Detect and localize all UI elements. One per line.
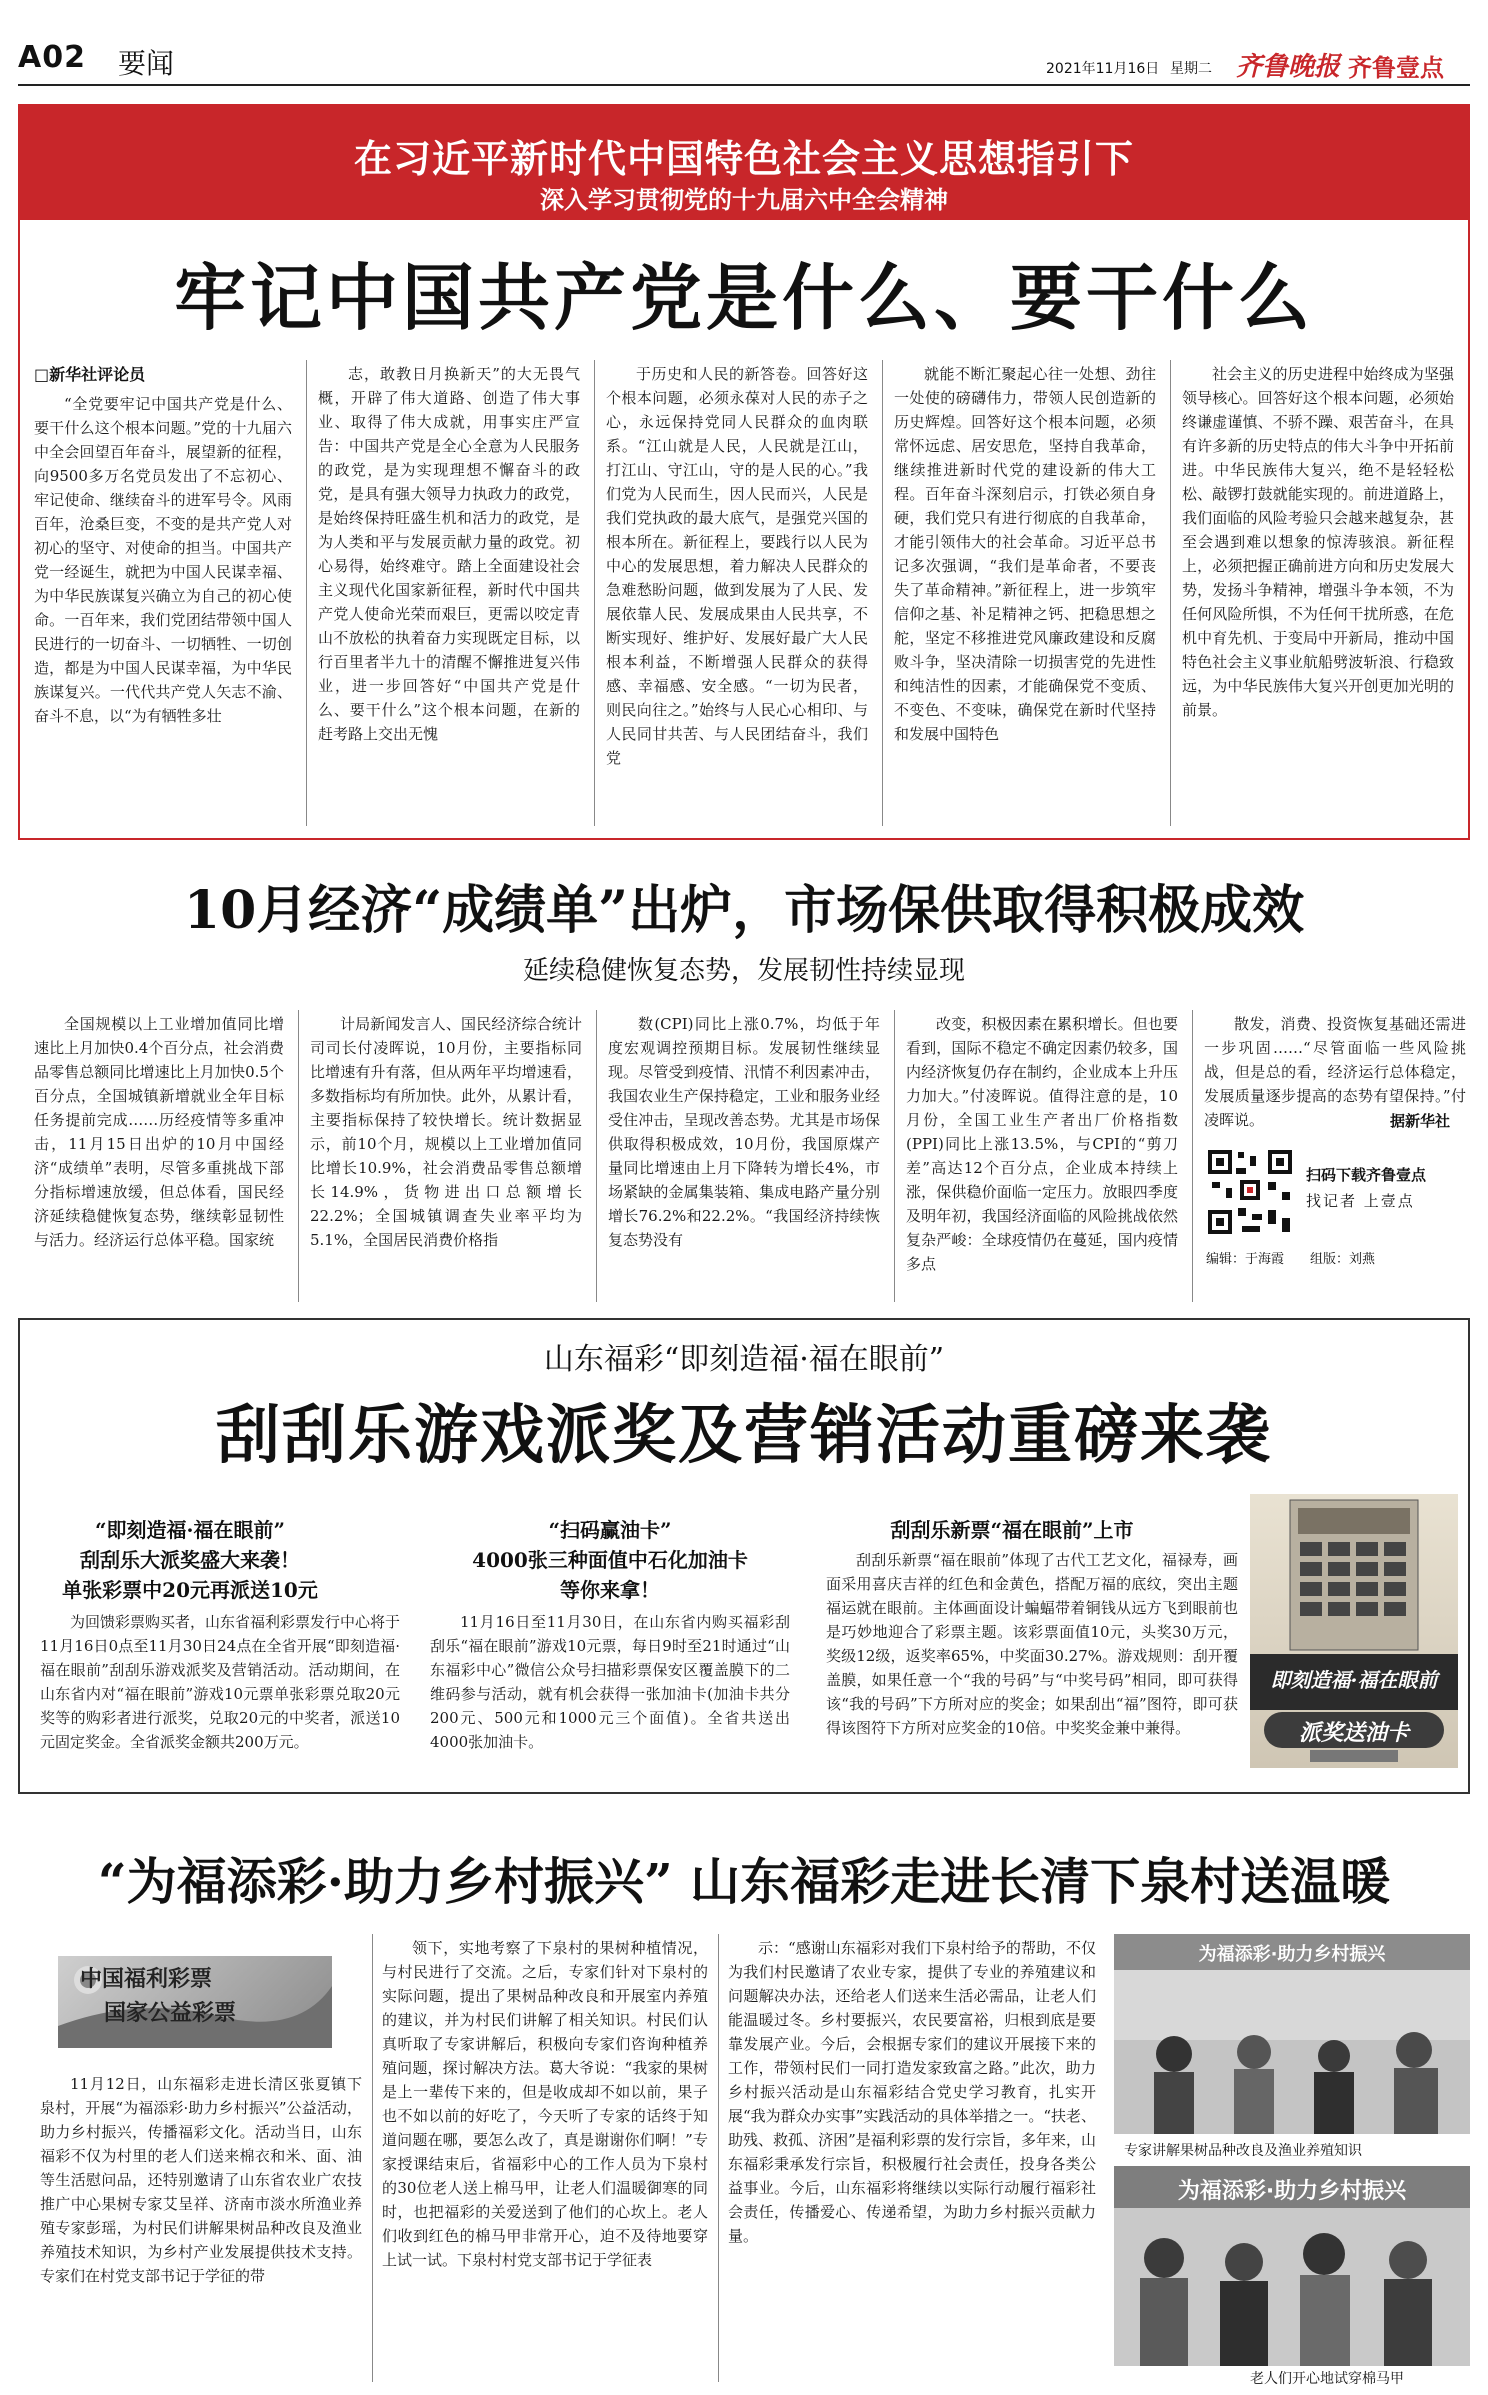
issue-date: 2021年11月16日: [1046, 61, 1160, 77]
logo-line1: 中国福利彩票: [80, 1967, 213, 1992]
article2-col2: 计局新闻发言人、国民经济综合统计司司长付凌晖说，10月份，主要指标同比增速有升有落，但从两年平均增速看，多数指标均有所加快。此外，从累计看，主要指标保持了较快增长。统计数据显示，前10个月，规模以上工业增加值同比增长10.9%，社会消费品零售总额增长14.9%，货物进出口总额增长22.2%；全国城镇调查失业率平均为5.1%，全国居民消费价格指: [310, 1015, 582, 1249]
layout-credit: 组版：刘燕: [1310, 1252, 1376, 1267]
qr-title: 扫码下载齐鲁壹点: [1306, 1166, 1427, 1184]
qr-code[interactable]: [1206, 1148, 1294, 1236]
article3-col2: 领下，实地考察了下泉村的果树种植情况，与村民进行了交流。之后，专家们针对下泉村的实际问题，提出了果树品种改良和开展室内养殖的建议，并为村民们讲解了相关知识。村民们认真听取了专家讲解后，积极向专家们咨询种植养殖问题，探讨解决方法。葛大爷说：“我家的果树是上一辈传下来的，但是收成却不如以前，果子也不如以前的好吃了，今天听了专家的话终于知道问题在哪，要怎么改了，真是谢谢你们啊！”专家授课结束后，省福彩中心的工作人员为下泉村的30位老人送上棉马甲，让老人们温暖御寒的同时，也把福彩的关爱送到了他们的心坎上。老人们收到红色的棉马甲非常开心，迫不及待地要穿上试一试。下泉村村党支部书记于学征表: [382, 1939, 708, 2269]
photo1-banner: 为福添彩·助力乡村振兴: [1198, 1944, 1386, 1965]
ad1-col2: 11月16日至11月30日，在山东省内购买福彩刮刮乐“福在眼前”游戏10元票，每日9时至21时通过“山东福彩中心”微信公众号扫描彩票保安区覆盖膜下的二维码参与活动，就有机会获得一张加油卡(加油卡共分200元、500元和1000元三个面值)。全省共送出4000张加油卡。: [430, 1613, 790, 1751]
welfare-lottery-logo: [58, 1956, 332, 2048]
article2-col4: 改变，积极因素在累积增长。但也要看到，国际不稳定不确定因素仍较多，国内经济恢复仍存在制约，企业成本上升压力加大。”付凌晖说。值得注意的是，10月份，全国工业生产者出厂价格指数(PPI)同比上涨13.5%，与CPI的“剪刀差”高达12个百分点，企业成本持续上涨，保供稳价面临一定压力。放眼四季度及明年初，我国经济面临的风险挑战依然复杂严峻：全球疫情仍在蔓延，国内疫情多点: [906, 1015, 1178, 1273]
banner-line2: 深入学习贯彻党的十九届六中全会精神: [540, 185, 948, 214]
article2-col1: 全国规模以上工业增加值同比增速比上月加快0.4个百分点，社会消费品零售总额同比增速比上月加快0.5个百分点，全国城镇新增就业全年目标任务提前完成……历经疫情等多重冲击，11月15日出炉的10月中国经济“成绩单”表明，尽管多重挑战下部分指标增速放缓，但总体看，国民经济延续稳健恢复态势，继续彰显韧性与活力。经济运行总体平稳。国家统: [34, 1015, 284, 1249]
col-rule: [298, 1010, 299, 1302]
col-rule: [718, 1934, 719, 2382]
col-rule: [882, 360, 883, 826]
article3-title: “为福添彩·助力乡村振兴” 山东福彩走进长清下泉村送温暖: [97, 1852, 1391, 1911]
section-name: 要闻: [118, 47, 175, 80]
ad1-sub1-a: “即刻造福·福在眼前”: [95, 1518, 285, 1542]
photo-expert-lecture: [1114, 1934, 1470, 2134]
article2-col3: 数(CPI)同比上涨0.7%，均低于年度宏观调控预期目标。发展韧性继续显现。尽管受到疫情、汛情不利因素冲击，我国农业生产保持稳定，工业和服务业经受住冲击，呈现改善态势。尤其是市场保供取得积极成效，10月份，我国原煤产量同比增速由上月下降转为增长4%，市场紧缺的金属集装箱、集成电路产量分别增长76.2%和22.2%。“我国经济持续恢复态势没有: [608, 1015, 880, 1249]
editor-credit: 编辑：于海霞: [1206, 1252, 1285, 1267]
ad1-sub2-b: 4000张三种面值中石化加油卡: [472, 1548, 748, 1572]
article1-col2: 志，敢教日月换新天”的大无畏气概，开辟了伟大道路、创造了伟大事业、取得了伟大成就，用事实庄严宣告：中国共产党是全心全意为人民服务的政党，是为实现理想不懈奋斗的政党，是具有强大领导力执政力的政党，是始终保持旺盛生机和活力的政党，是为人类和平与发展贡献力量的政党。初心易得，始终难守。踏上全面建设社会主义现代化国家新征程，新时代中国共产党人使命光荣而艰巨，更需以咬定青山不放松的执着奋力实现既定目标，以行百里者半九十的清醒不懈推进复兴伟业，进一步回答好“中国共产党是什么、要干什么”这个根本问题，在新的赶考路上交出无愧: [318, 365, 580, 743]
ticket-slogan: 即刻造福·福在眼前: [1270, 1668, 1438, 1692]
photo2-banner: 为福添彩·助力乡村振兴: [1177, 2179, 1407, 2204]
col-rule: [1192, 1010, 1193, 1302]
ad1-sub2-c: 等你来拿！: [560, 1578, 660, 1602]
col-rule: [594, 360, 595, 826]
photo2-caption: 老人们开心地试穿棉马甲: [1250, 2371, 1404, 2387]
qr-line2: 找记者 上壹点: [1306, 1192, 1415, 1210]
ad1-sub3: 刮刮乐新票“福在眼前”上市: [890, 1518, 1134, 1542]
article2-source: 据新华社: [1390, 1112, 1451, 1130]
lottery-ticket-image: [1250, 1494, 1458, 1768]
col-rule: [596, 1010, 597, 1302]
ad1-col3: 刮刮乐新票“福在眼前”体现了古代工艺文化，福禄寿，画面采用喜庆吉祥的红色和金黄色，搭配万福的底纹，突出主题福运就在眼前。主体画面设计蝙蝠带着铜钱从远方飞到眼前也是巧妙地迎合了彩票主题。该彩票面值10元，头奖30万元，奖级12级，返奖率65%，中奖面30.27%。游戏规则：刮开覆盖膜，如果任意一个“我的号码”与“中奖号码”相同，即可获得该“我的号码”下方所对应的奖金；如果刮出“福”图符，即可获得该图符下方所对应奖金的10倍。中奖奖金兼中兼得。: [826, 1551, 1238, 1737]
col-rule: [306, 360, 307, 826]
col-rule: [372, 1934, 373, 2382]
page-code: A02: [18, 40, 86, 75]
article3-col3: 示：“感谢山东福彩对我们下泉村给予的帮助，不仅为我们村民邀请了农业专家，提供了专业的养殖建议和问题解决办法，还给老人们送来生活必需品，让老人们能温暖过冬。乡村要振兴，农民要富裕，归根到底是要靠发展产业。今后，会根据专家们的建议开展接下来的工作，带领村民们一同打造发家致富之路。”此次，助力乡村振兴活动是山东福彩结合党史学习教育，扎实开展“我为群众办实事”实践活动的具体举措之一。“扶老、助残、救孤、济困”是福利彩票的发行宗旨，多年来，山东福彩秉承发行宗旨，积极履行社会责任，投身各类公益事业。今后，山东福彩将继续以实际行动履行福彩社会责任，传播爱心、传递希望，为助力乡村振兴贡献力量。: [728, 1939, 1096, 2245]
ad1-sub1-b: 刮刮乐大派奖盛大来袭！: [80, 1548, 300, 1572]
ad1-col1: 为回馈彩票购买者，山东省福利彩票发行中心将于11月16日0点至11月30日24点在全省开展“即刻造福·福在眼前”刮刮乐游戏派奖及营销活动。活动期间，在山东省内对“福在眼前”游戏10元票单张彩票兑取20元奖等的购彩者进行派奖，兑取20元的中奖者，派送10元固定奖金。全省派奖金额共200万元。: [40, 1613, 400, 1751]
ticket-slogan-2: 派奖送油卡: [1298, 1720, 1409, 1746]
article1-title: 牢记中国共产党是什么、要干什么: [173, 255, 1314, 340]
issue-weekday: 星期二: [1170, 61, 1212, 77]
article3-col1: 11月12日，山东福彩走进长清区张夏镇下泉村，开展“为福添彩·助力乡村振兴”公益活动，助力乡村振兴，传播福彩文化。活动当日，山东福彩不仅为村里的老人们送来棉衣和米、面、油等生活慰问品，还特别邀请了山东省农业广农技推广中心果树专家艾呈祥、济南市淡水所渔业养殖专家彭瑶，为村民们讲解果树品种改良及渔业养殖技术知识，为乡村产业发展提供技术支持。专家们在村党支部书记于学征的带: [40, 2075, 362, 2285]
header-rule: [18, 84, 1470, 86]
article1-col3: 于历史和人民的新答卷。回答好这个根本问题，必须永葆对人民的赤子之心，永远保持党同人民群众的血肉联系。“江山就是人民，人民就是江山，打江山、守江山，守的是人民的心。”我们党为人民而生，因人民而兴，人民是我们党执政的最大底气，是强党兴国的根本所在。新征程上，要践行以人民为中心的发展思想，着力解决人民群众的急难愁盼问题，做到发展为了人民、发展依靠人民、发展成果由人民共享，不断实现好、维护好、发展好最广大人民根本利益，不断增强人民群众的获得感、幸福感、安全感。“一切为民者，则民向往之。”始终与人民心心相印、与人民同甘共苦、与人民团结奋斗，我们党: [606, 365, 868, 767]
article1-byline: □新华社评论员: [34, 365, 146, 384]
article1-col1: “全党要牢记中国共产党是什么、要干什么这个根本问题。”党的十九届六中全会回望百年奋斗，展望新的征程，向9500多万名党员发出了不忘初心、牢记使命、继续奋斗的进军号令。风雨百年，沧桑巨变，不变的是共产党人对初心的坚守、对使命的担当。中国共产党一经诞生，就把为中国人民谋幸福、为中华民族谋复兴确立为自己的初心使命。一百年来，我们党团结带领中国人民进行的一切奋斗、一切牺牲、一切创造，都是为中国人民谋幸福，为中华民族谋复兴。一代代共产党人矢志不渝、奋斗不息，以“为有牺牲多壮: [34, 395, 292, 725]
article1-col5: 社会主义的历史进程中始终成为坚强领导核心。回答好这个根本问题，必须始终谦虚谨慎、不骄不躁、艰苦奋斗，在具有许多新的历史特点的伟大斗争中开拓前进。中华民族伟大复兴，绝不是轻轻松松、敲锣打鼓就能实现的。前进道路上，我们面临的风险考验只会越来越复杂，甚至会遇到难以想象的惊涛骇浪。新征程上，必须把握正确前进方向和历史发展大势，发扬斗争精神，增强斗争本领，不为任何风险所惧，不为任何干扰所惑，在危机中育先机、于变局中开新局，推动中国特色社会主义事业航船劈波斩浪、行稳致远，为中华民族伟大复兴开创更加光明的前景。: [1182, 365, 1454, 719]
ad1-sub1-c: 单张彩票中20元再派送10元: [62, 1578, 318, 1602]
col-rule: [1170, 360, 1171, 826]
brand-sub-logo: 齐鲁壹点: [1348, 54, 1444, 82]
ad1-title: 刮刮乐游戏派奖及营销活动重磅来袭: [216, 1398, 1272, 1473]
ad1-sub2-a: “扫码赢油卡”: [548, 1518, 672, 1542]
logo-line2: 国家公益彩票: [104, 2001, 237, 2026]
brand-logo: 齐鲁晚报: [1236, 52, 1341, 82]
banner-line1: 在习近平新时代中国特色社会主义思想指引下: [353, 137, 1134, 181]
photo1-caption: 专家讲解果树品种改良及渔业养殖知识: [1124, 2143, 1362, 2159]
ad1-kicker: 山东福彩“即刻造福·福在眼前”: [543, 1342, 945, 1377]
article2-subtitle: 延续稳健恢复态势，发展韧性持续显现: [522, 956, 965, 986]
article1-col4: 就能不断汇聚起心往一处想、劲往一处使的磅礴伟力，带领人民创造新的历史辉煌。回答好这个根本问题，必须常怀远虑、居安思危，坚持自我革命，继续推进新时代党的建设新的伟大工程。百年奋斗深刻启示，打铁必须自身硬，我们党只有进行彻底的自我革命，才能引领伟大的社会革命。习近平总书记多次强调，“我们是革命者，不要丧失了革命精神。”新征程上，进一步筑牢信仰之基、补足精神之钙、把稳思想之舵，坚定不移推进党风廉政建设和反腐败斗争，坚决清除一切损害党的先进性和纯洁性的因素，才能确保党不变质、不变色、不变味，确保党在新时代坚持和发展中国特色: [894, 365, 1156, 743]
photo-elderly-vests: [1114, 2166, 1470, 2366]
article2-title: 10月经济“成绩单”出炉，市场保供取得积极成效: [183, 880, 1305, 941]
col-rule: [894, 1010, 895, 1302]
article2-col5: 散发，消费、投资恢复基础还需进一步巩固……“尽管面临一些风险挑战，但是总的看，经济运行总体稳定，发展质量逐步提高的态势有望保持。”付凌晖说。: [1204, 1015, 1466, 1129]
